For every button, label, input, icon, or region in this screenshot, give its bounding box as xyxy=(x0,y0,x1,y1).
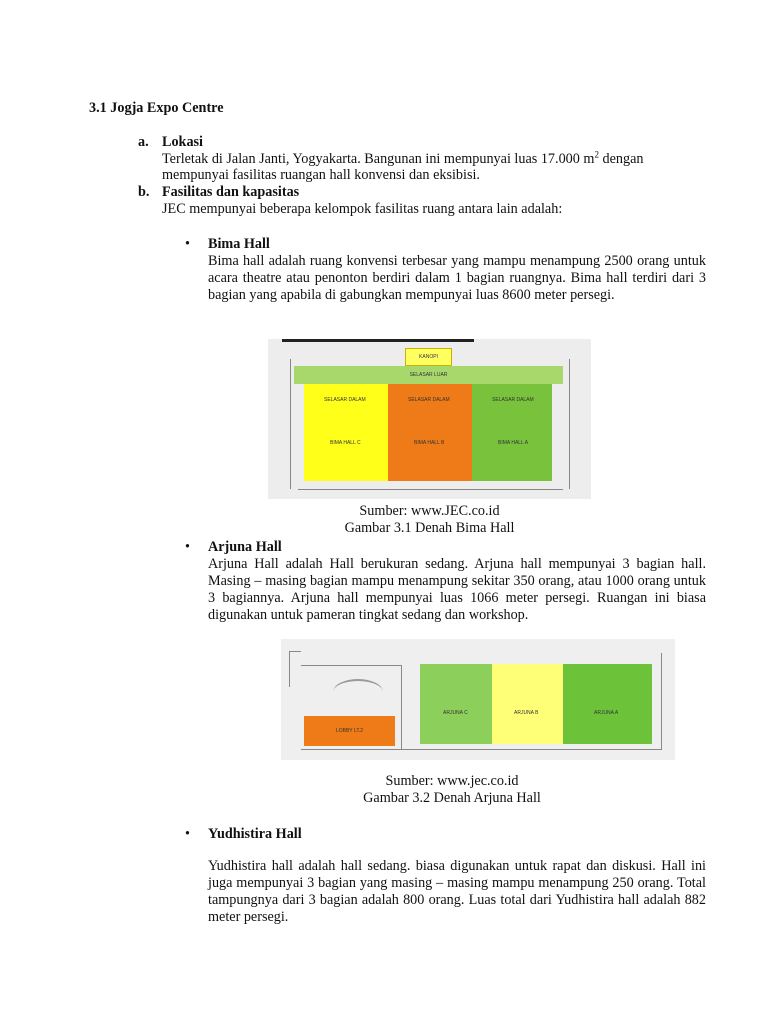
bima-hall-b-label: BIMA HALL B xyxy=(414,440,445,446)
bima-hall-a-label: BIMA HALL A xyxy=(498,440,529,446)
lokasi-body-text: Terletak di Jalan Janti, Yogyakarta. Bangunan ini mempunyai luas 17.000 m xyxy=(162,151,595,167)
selasar-dalam-label-b: SELASAR DALAM xyxy=(408,397,450,403)
bima-hall-floorplan xyxy=(268,339,591,499)
bullet: • xyxy=(185,236,190,252)
superscript: 2 xyxy=(594,149,599,160)
selasar-dalam-label-a: SELASAR DALAM xyxy=(492,397,534,403)
arjuna-heading: Arjuna Hall xyxy=(208,539,282,555)
section-title: 3.1 Jogja Expo Centre xyxy=(89,100,224,116)
lobby-area xyxy=(304,716,395,746)
plan-wall xyxy=(298,489,563,490)
lokasi-marker: a. xyxy=(138,134,149,150)
fasilitas-marker: b. xyxy=(138,184,150,200)
lokasi-body-line1 xyxy=(162,151,707,168)
bima-body: Bima hall adalah ruang konvensi terbesar yang mampu menampung 2500 orang untuk acara theatre atau penonton berdiri dalam 1 bagian ruangnya. Bima hall terdiri dari 3 bagian yang apabila di gabungkan mempunyai luas 8600 meter persegi. xyxy=(208,253,706,303)
selasar-luar-label: SELASAR LUAR xyxy=(409,371,448,378)
plan-wall xyxy=(289,651,301,652)
yudhistira-body: Yudhistira hall adalah hall sedang. biasa digunakan untuk rapat dan diskusi. Hall ini juga mempunyai 3 bagian yang masing – masing mampu menampung 250 orang. Total tampungnya dari 3 bagian adalah 800 orang. Luas total dari Yudhistira hall adalah 882 meter persegi. xyxy=(208,858,706,925)
bima-heading: Bima Hall xyxy=(208,236,270,252)
fasilitas-body: JEC mempunyai beberapa kelompok fasilitas ruang antara lain adalah: xyxy=(162,201,563,217)
arjuna-a-area xyxy=(563,664,652,744)
arjuna-c-label: ARJUNA C xyxy=(443,710,468,716)
arjuna-body: Arjuna Hall adalah Hall berukuran sedang. Arjuna hall mempunyai 3 bagian hall. Masing – masing bagian mampu menampung sekitar 350 orang, atau 1000 orang untuk 3 bagiannya. Arjuna hall mempunyai luas 1066 meter persegi. Ruangan ini biasa digunakan untuk pameran tingkat sedang dan workshop. xyxy=(208,556,706,623)
arjuna-hall-floorplan xyxy=(281,639,675,760)
bima-figure-caption: Gambar 3.1 Denah Bima Hall xyxy=(344,520,515,536)
kanopi-label: KANOPI xyxy=(419,353,438,360)
plan-wall xyxy=(301,749,661,750)
lokasi-body-text-end: dengan xyxy=(598,151,644,167)
arjuna-figure-caption: Gambar 3.2 Denah Arjuna Hall xyxy=(363,790,541,806)
plan-wall xyxy=(301,665,401,666)
plan-wall xyxy=(401,665,402,749)
bima-figure-source: Sumber: www.JEC.co.id xyxy=(359,503,500,519)
lokasi-body-line2: mempunyai fasilitas ruangan hall konvensi dan eksibisi. xyxy=(162,167,480,183)
figure-top-bar xyxy=(282,339,474,342)
arjuna-b-area xyxy=(492,664,563,744)
plan-wall xyxy=(569,359,570,489)
yudhistira-heading: Yudhistira Hall xyxy=(208,826,302,842)
selasar-luar-area xyxy=(294,366,563,384)
arjuna-figure-source: Sumber: www.jec.co.id xyxy=(385,773,519,789)
plan-wall xyxy=(289,651,290,687)
plan-wall xyxy=(661,653,662,750)
lobby-label: LOBBY LT.2 xyxy=(335,727,364,734)
plan-wall xyxy=(290,359,291,489)
bima-hall-c-label: BIMA HALL C xyxy=(330,440,361,446)
lokasi-heading: Lokasi xyxy=(162,134,204,150)
bullet: • xyxy=(185,826,190,842)
bullet: • xyxy=(185,539,190,555)
plan-arc xyxy=(333,679,383,705)
fasilitas-heading: Fasilitas dan kapasitas xyxy=(162,184,300,200)
arjuna-b-label: ARJUNA B xyxy=(514,710,539,716)
selasar-dalam-label-c: SELASAR DALAM xyxy=(324,397,366,403)
kanopi-area xyxy=(405,348,452,366)
arjuna-c-area xyxy=(420,664,492,744)
arjuna-a-label: ARJUNA A xyxy=(594,710,619,716)
